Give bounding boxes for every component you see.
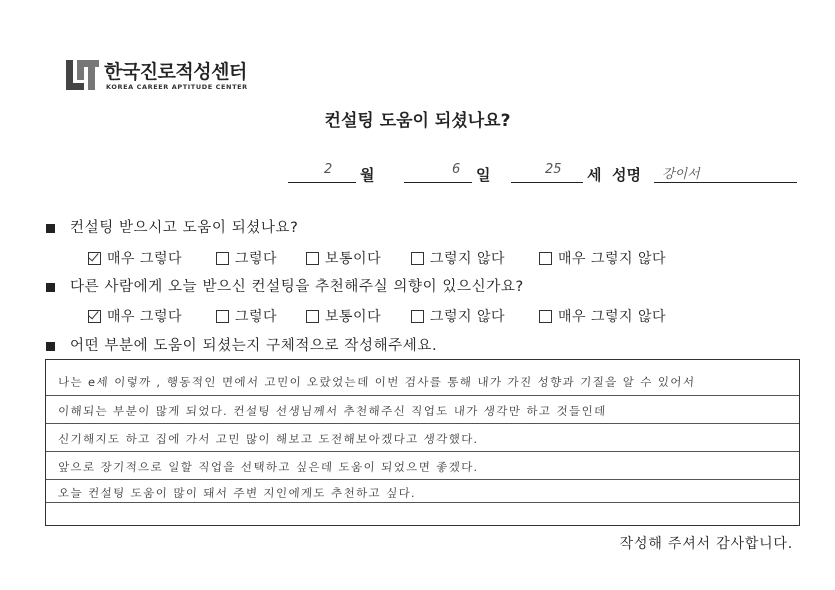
q2-option-agree[interactable] xyxy=(216,306,277,326)
question-2: 다른 사람에게 오늘 받으신 컨설팅을 추천해주실 의향이 있으신가요? xyxy=(70,279,524,295)
day-label: 일 xyxy=(476,166,491,184)
q1-option-very-agree[interactable] xyxy=(88,248,182,268)
answer-line-4: 앞으로 장기적으로 일할 직업을 선택하고 싶은데 도움이 되었으면 좋겠다. xyxy=(57,460,480,474)
q2-option-very-disagree[interactable] xyxy=(539,306,666,326)
question-1: 컨설팅 받으시고 도움이 되셨나요? xyxy=(70,220,299,236)
answer-line-5: 오늘 컨설팅 도움이 많이 돼서 주변 지인에게도 추천하고 싶다. xyxy=(57,486,417,500)
age-field xyxy=(511,164,583,183)
checkbox-icon[interactable] xyxy=(216,310,229,323)
answer-line-3: 신기해지도 하고 집에 가서 고민 많이 해보고 도전해보아겠다고 생각했다. xyxy=(57,432,480,446)
option-label: 매우 그렇다 xyxy=(107,251,183,267)
answer-rule xyxy=(46,502,799,503)
month-label: 월 xyxy=(360,166,375,184)
option-label: 매우 그렇지 않다 xyxy=(558,251,667,267)
q2-option-disagree[interactable] xyxy=(411,306,505,326)
age-value: 25 xyxy=(545,162,562,177)
checkbox-icon[interactable] xyxy=(306,310,319,323)
name-field xyxy=(654,164,797,183)
center-logo-icon xyxy=(66,56,100,92)
option-label: 그렇지 않다 xyxy=(430,251,506,267)
q1-option-disagree[interactable] xyxy=(411,248,505,268)
checkbox-checked-icon[interactable] xyxy=(88,252,101,265)
month-field xyxy=(288,164,356,183)
day-field xyxy=(404,164,472,183)
option-label: 보통이다 xyxy=(325,251,382,267)
bullet-icon xyxy=(46,283,55,292)
checkbox-icon[interactable] xyxy=(539,252,552,265)
checkbox-icon[interactable] xyxy=(539,310,552,323)
option-label: 그렇다 xyxy=(235,251,278,267)
bullet-icon xyxy=(46,342,55,351)
form-title: 컨설팅 도움이 되셨나요? xyxy=(324,111,511,131)
answer-line-2: 이해되는 부분이 많게 되었다. 컨설팅 선생님께서 추천해주신 직업도 내가 생각만 하고 것들인데 xyxy=(57,404,608,418)
option-label: 그렇다 xyxy=(235,309,278,325)
answer-rule xyxy=(46,395,799,396)
checkbox-icon[interactable] xyxy=(411,310,424,323)
q1-option-agree[interactable] xyxy=(216,248,277,268)
bullet-icon xyxy=(46,224,55,233)
thanks-message: 작성해 주셔서 감사합니다. xyxy=(619,536,793,552)
checkbox-checked-icon[interactable] xyxy=(88,310,101,323)
answer-line-1: 나는 e세 이렇까 , 행동적인 면에서 고민이 오랐었는데 이번 검사를 통해 내가 가진 성향과 기질을 알 수 있어서 xyxy=(57,375,696,389)
answer-rule xyxy=(46,423,799,424)
q2-option-neutral[interactable] xyxy=(306,306,381,326)
answer-rule xyxy=(46,479,799,480)
q2-option-very-agree[interactable] xyxy=(88,306,182,326)
checkbox-icon[interactable] xyxy=(216,252,229,265)
checkbox-icon[interactable] xyxy=(306,252,319,265)
answer-textarea[interactable] xyxy=(45,359,800,526)
month-value: 2 xyxy=(324,162,333,177)
name-label: 성명 xyxy=(612,166,641,184)
option-label: 보통이다 xyxy=(325,309,382,325)
age-label: 세 xyxy=(587,166,602,184)
name-value: 강이서 xyxy=(662,167,700,182)
option-label: 매우 그렇다 xyxy=(107,309,183,325)
center-subtitle: KOREA CAREER APTITUDE CENTER xyxy=(106,83,248,91)
q1-option-neutral[interactable] xyxy=(306,248,381,268)
question-3: 어떤 부분에 도움이 되셨는지 구체적으로 작성해주세요. xyxy=(70,338,438,354)
center-name: 한국진로적성센터 xyxy=(104,61,247,83)
option-label: 매우 그렇지 않다 xyxy=(558,309,667,325)
q1-option-very-disagree[interactable] xyxy=(539,248,666,268)
day-value: 6 xyxy=(452,162,461,177)
checkbox-icon[interactable] xyxy=(411,252,424,265)
option-label: 그렇지 않다 xyxy=(430,309,506,325)
answer-rule xyxy=(46,451,799,452)
